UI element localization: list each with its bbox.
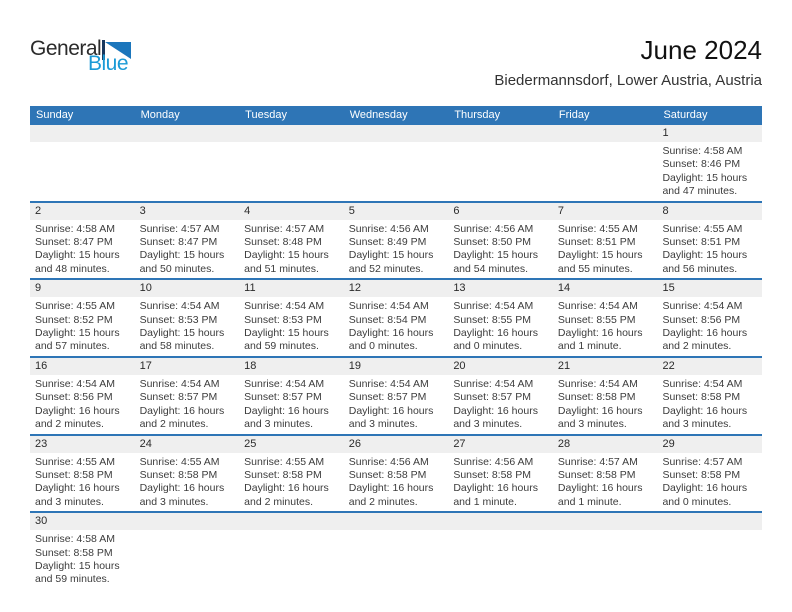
day-detail-line: Sunset: 8:57 PM xyxy=(453,391,531,404)
day-detail-line: Daylight: 16 hours xyxy=(662,404,748,417)
day-detail-line: Daylight: 16 hours xyxy=(139,404,225,417)
day-details xyxy=(344,220,449,279)
day-detail-line: Sunset: 8:58 PM xyxy=(662,391,741,404)
day-details xyxy=(553,297,658,356)
day-details xyxy=(239,453,344,512)
day-detail-line: and 0 minutes. xyxy=(662,495,732,508)
day-number: 13 xyxy=(448,280,553,297)
day-detail-line: Sunset: 8:58 PM xyxy=(139,468,218,481)
day-detail-line: Sunrise: 4:58 AM xyxy=(35,533,115,546)
day-detail-line: and 52 minutes. xyxy=(348,262,424,275)
day-detail-line: and 50 minutes. xyxy=(139,262,215,275)
day-detail-line: Sunset: 8:55 PM xyxy=(557,313,636,326)
day-details xyxy=(30,453,135,512)
day-detail-line: Daylight: 15 hours xyxy=(662,249,748,262)
day-detail-line: Daylight: 16 hours xyxy=(35,404,120,417)
day-detail-line: Sunset: 8:52 PM xyxy=(35,313,113,326)
day-details xyxy=(239,142,344,147)
day-detail-line: Sunset: 8:58 PM xyxy=(557,391,636,404)
day-cell xyxy=(135,203,240,279)
empty-day-cell xyxy=(344,513,449,589)
day-number: 29 xyxy=(657,436,762,453)
day-detail-line: and 55 minutes. xyxy=(557,262,633,275)
empty-day-cell xyxy=(135,125,240,201)
day-detail-line: Sunrise: 4:56 AM xyxy=(348,455,429,468)
day-detail-line: Sunrise: 4:54 AM xyxy=(453,300,534,313)
day-detail-line: Sunrise: 4:57 AM xyxy=(557,455,638,468)
day-number: 30 xyxy=(30,513,135,530)
day-number: 20 xyxy=(448,358,553,375)
day-details xyxy=(30,530,135,589)
day-detail-line: Sunrise: 4:54 AM xyxy=(557,377,638,390)
day-detail-line: Sunset: 8:53 PM xyxy=(139,313,218,326)
day-details xyxy=(344,530,449,535)
day-cell xyxy=(657,125,762,201)
day-detail-line: and 3 minutes. xyxy=(453,418,523,431)
day-detail-line: Sunset: 8:57 PM xyxy=(244,391,322,404)
day-number: 5 xyxy=(344,203,449,220)
day-details xyxy=(30,375,135,434)
day-cell xyxy=(448,358,553,434)
week-row xyxy=(30,203,762,281)
day-detail-line: and 2 minutes. xyxy=(348,495,418,508)
day-number xyxy=(239,125,344,142)
day-detail-line: Daylight: 15 hours xyxy=(35,249,120,262)
day-number: 24 xyxy=(135,436,240,453)
day-cell xyxy=(135,358,240,434)
day-details xyxy=(344,375,449,434)
day-detail-line: Daylight: 15 hours xyxy=(35,327,120,340)
day-detail-line: and 57 minutes. xyxy=(35,340,110,353)
day-detail-line: Sunrise: 4:57 AM xyxy=(244,222,325,235)
day-details xyxy=(135,375,240,434)
day-details xyxy=(553,142,658,147)
day-cell xyxy=(30,436,135,512)
day-detail-line: Daylight: 16 hours xyxy=(35,482,120,495)
day-detail-line: and 2 minutes. xyxy=(244,495,314,508)
day-detail-line: Sunrise: 4:55 AM xyxy=(35,455,115,468)
day-detail-line: Sunset: 8:58 PM xyxy=(348,468,427,481)
day-details xyxy=(657,453,762,512)
day-detail-line: Sunset: 8:55 PM xyxy=(453,313,531,326)
day-number xyxy=(30,125,135,142)
day-detail-line: Sunset: 8:58 PM xyxy=(244,468,322,481)
day-cell xyxy=(30,513,135,589)
day-number: 15 xyxy=(657,280,762,297)
day-number: 3 xyxy=(135,203,240,220)
day-details xyxy=(553,530,658,535)
day-detail-line: and 59 minutes. xyxy=(35,573,110,586)
day-details xyxy=(135,297,240,356)
day-cell xyxy=(657,358,762,434)
day-number: 1 xyxy=(657,125,762,142)
weekday-label: Wednesday xyxy=(349,109,408,121)
day-detail-line: Daylight: 15 hours xyxy=(557,249,643,262)
week-row xyxy=(30,436,762,514)
day-cell xyxy=(239,203,344,279)
day-detail-line: and 2 minutes. xyxy=(35,418,104,431)
day-detail-line: Daylight: 16 hours xyxy=(348,404,434,417)
day-number xyxy=(239,513,344,530)
day-cell xyxy=(657,436,762,512)
calendar-grid xyxy=(30,125,762,589)
day-detail-line: and 47 minutes. xyxy=(662,185,738,198)
day-detail-line: Sunrise: 4:57 AM xyxy=(139,222,220,235)
day-detail-line: Sunrise: 4:55 AM xyxy=(662,222,743,235)
day-number xyxy=(135,513,240,530)
day-cell xyxy=(239,358,344,434)
logo-text-blue: Blue xyxy=(87,52,128,75)
page-subtitle: Biedermannsdorf, Lower Austria, Austria xyxy=(494,72,762,89)
empty-day-cell xyxy=(448,125,553,201)
day-details xyxy=(553,375,658,434)
day-details xyxy=(135,220,240,279)
day-detail-line: Sunset: 8:56 PM xyxy=(662,313,741,326)
day-details xyxy=(135,530,240,535)
day-detail-line: Sunrise: 4:54 AM xyxy=(244,300,325,313)
day-details xyxy=(553,453,658,512)
day-detail-line: and 59 minutes. xyxy=(244,340,319,353)
day-detail-line: and 48 minutes. xyxy=(35,262,110,275)
day-details xyxy=(30,142,135,147)
day-detail-line: Daylight: 15 hours xyxy=(453,249,538,262)
day-cell xyxy=(344,280,449,356)
day-detail-line: Sunrise: 4:54 AM xyxy=(139,377,220,390)
day-detail-line: Sunrise: 4:58 AM xyxy=(662,145,743,157)
day-detail-line: Sunrise: 4:54 AM xyxy=(348,377,429,390)
day-number: 25 xyxy=(239,436,344,453)
day-detail-line: Daylight: 15 hours xyxy=(139,327,225,340)
day-detail-line: Daylight: 16 hours xyxy=(453,482,538,495)
day-cell xyxy=(553,280,658,356)
empty-day-cell xyxy=(239,513,344,589)
day-detail-line: Sunset: 8:57 PM xyxy=(348,391,427,404)
day-number xyxy=(344,513,449,530)
empty-day-cell xyxy=(553,125,658,201)
day-cell xyxy=(657,280,762,356)
day-detail-line: Sunrise: 4:55 AM xyxy=(557,222,638,235)
day-number: 19 xyxy=(344,358,449,375)
day-cell xyxy=(657,203,762,279)
day-number: 9 xyxy=(30,280,135,297)
day-number xyxy=(135,125,240,142)
day-detail-line: and 58 minutes. xyxy=(139,340,215,353)
day-detail-line: and 56 minutes. xyxy=(662,262,738,275)
day-details xyxy=(344,453,449,512)
day-number: 28 xyxy=(553,436,658,453)
day-detail-line: and 3 minutes. xyxy=(557,418,627,431)
day-details xyxy=(448,297,553,356)
day-detail-line: Sunrise: 4:54 AM xyxy=(348,300,429,313)
day-details xyxy=(657,142,762,201)
day-detail-line: Sunset: 8:53 PM xyxy=(244,313,322,326)
day-detail-line: Sunrise: 4:54 AM xyxy=(662,300,743,313)
day-detail-line: Daylight: 15 hours xyxy=(35,559,120,572)
day-cell xyxy=(239,436,344,512)
day-cell xyxy=(344,203,449,279)
page-title: June 2024 xyxy=(640,35,762,65)
day-detail-line: Sunrise: 4:54 AM xyxy=(244,377,325,390)
day-detail-line: Sunrise: 4:55 AM xyxy=(244,455,325,468)
day-detail-line: Daylight: 16 hours xyxy=(662,482,748,495)
title-block xyxy=(494,36,762,89)
day-details xyxy=(448,375,553,434)
day-details xyxy=(239,297,344,356)
day-details xyxy=(30,220,135,279)
day-cell xyxy=(553,436,658,512)
empty-day-cell xyxy=(135,513,240,589)
day-number: 6 xyxy=(448,203,553,220)
day-detail-line: and 0 minutes. xyxy=(348,340,418,353)
day-detail-line: Sunset: 8:56 PM xyxy=(35,391,113,404)
day-cell xyxy=(448,203,553,279)
day-detail-line: and 3 minutes. xyxy=(348,418,418,431)
page-header xyxy=(30,0,762,106)
week-row xyxy=(30,280,762,358)
day-number xyxy=(657,513,762,530)
day-cell xyxy=(30,280,135,356)
day-number: 7 xyxy=(553,203,658,220)
empty-day-cell xyxy=(448,513,553,589)
day-details xyxy=(657,297,762,356)
empty-day-cell xyxy=(30,125,135,201)
day-detail-line: Sunset: 8:47 PM xyxy=(35,236,113,249)
day-detail-line: Sunset: 8:58 PM xyxy=(35,468,113,481)
day-cell xyxy=(344,358,449,434)
empty-day-cell xyxy=(657,513,762,589)
day-detail-line: Sunset: 8:48 PM xyxy=(244,236,322,249)
day-cell xyxy=(344,436,449,512)
day-detail-line: Daylight: 16 hours xyxy=(139,482,225,495)
day-detail-line: Daylight: 16 hours xyxy=(557,482,643,495)
day-detail-line: Daylight: 15 hours xyxy=(139,249,225,262)
day-detail-line: Sunrise: 4:54 AM xyxy=(557,300,638,313)
day-detail-line: Sunrise: 4:55 AM xyxy=(35,300,115,313)
day-detail-line: Sunset: 8:57 PM xyxy=(139,391,218,404)
day-number xyxy=(448,125,553,142)
weekday-label: Sunday xyxy=(36,109,74,121)
day-detail-line: Sunrise: 4:56 AM xyxy=(453,455,534,468)
day-details xyxy=(135,453,240,512)
day-number: 22 xyxy=(657,358,762,375)
empty-day-cell xyxy=(239,125,344,201)
week-row xyxy=(30,125,762,203)
day-details xyxy=(239,220,344,279)
day-detail-line: Daylight: 16 hours xyxy=(348,482,434,495)
day-detail-line: Sunrise: 4:57 AM xyxy=(662,455,743,468)
day-number xyxy=(448,513,553,530)
day-detail-line: Sunset: 8:51 PM xyxy=(662,236,741,249)
day-detail-line: Sunset: 8:47 PM xyxy=(139,236,218,249)
day-number: 2 xyxy=(30,203,135,220)
day-detail-line: and 3 minutes. xyxy=(139,495,209,508)
day-details xyxy=(135,142,240,147)
day-detail-line: and 3 minutes. xyxy=(244,418,314,431)
day-cell xyxy=(448,280,553,356)
day-detail-line: and 51 minutes. xyxy=(244,262,319,275)
day-details xyxy=(657,375,762,434)
day-number xyxy=(553,513,658,530)
day-detail-line: Sunrise: 4:58 AM xyxy=(35,222,115,235)
day-cell xyxy=(30,203,135,279)
day-number: 8 xyxy=(657,203,762,220)
empty-day-cell xyxy=(344,125,449,201)
logo-text-general: General xyxy=(30,37,102,60)
day-cell xyxy=(553,358,658,434)
day-number: 17 xyxy=(135,358,240,375)
day-detail-line: Sunset: 8:58 PM xyxy=(557,468,636,481)
weekday-label: Saturday xyxy=(663,109,708,121)
day-detail-line: Sunrise: 4:54 AM xyxy=(453,377,534,390)
day-detail-line: Sunrise: 4:56 AM xyxy=(348,222,429,235)
day-detail-line: Sunrise: 4:55 AM xyxy=(139,455,220,468)
day-number: 18 xyxy=(239,358,344,375)
day-detail-line: and 2 minutes. xyxy=(139,418,209,431)
day-details xyxy=(344,297,449,356)
day-detail-line: Sunset: 8:58 PM xyxy=(35,546,113,559)
day-details xyxy=(448,453,553,512)
day-cell xyxy=(135,280,240,356)
day-number: 27 xyxy=(448,436,553,453)
day-detail-line: Sunset: 8:51 PM xyxy=(557,236,636,249)
day-number: 12 xyxy=(344,280,449,297)
day-detail-line: and 3 minutes. xyxy=(662,418,732,431)
day-detail-line: Sunset: 8:50 PM xyxy=(453,236,531,249)
day-detail-line: and 1 minute. xyxy=(453,495,517,508)
day-detail-line: and 0 minutes. xyxy=(453,340,523,353)
day-details xyxy=(239,375,344,434)
day-number: 4 xyxy=(239,203,344,220)
day-detail-line: Sunset: 8:58 PM xyxy=(453,468,531,481)
day-detail-line: and 1 minute. xyxy=(557,495,622,508)
day-details xyxy=(448,530,553,535)
day-number: 11 xyxy=(239,280,344,297)
day-details xyxy=(344,142,449,147)
day-detail-line: and 54 minutes. xyxy=(453,262,529,275)
day-details xyxy=(448,142,553,147)
day-details xyxy=(448,220,553,279)
day-detail-line: Sunset: 8:54 PM xyxy=(348,313,427,326)
day-detail-line: Sunrise: 4:54 AM xyxy=(662,377,743,390)
empty-day-cell xyxy=(553,513,658,589)
weekday-label: Tuesday xyxy=(245,109,287,121)
day-detail-line: Sunrise: 4:56 AM xyxy=(453,222,534,235)
day-cell xyxy=(135,436,240,512)
day-detail-line: Daylight: 16 hours xyxy=(453,327,538,340)
day-detail-line: and 1 minute. xyxy=(557,340,622,353)
general-blue-logo xyxy=(30,38,142,76)
day-number: 21 xyxy=(553,358,658,375)
day-detail-line: Sunrise: 4:54 AM xyxy=(139,300,220,313)
day-detail-line: Sunset: 8:49 PM xyxy=(348,236,427,249)
day-details xyxy=(657,530,762,535)
day-detail-line: Daylight: 16 hours xyxy=(557,327,643,340)
weekday-header-row xyxy=(30,106,762,125)
day-details xyxy=(239,530,344,535)
week-row xyxy=(30,358,762,436)
day-number: 23 xyxy=(30,436,135,453)
day-detail-line: Daylight: 16 hours xyxy=(557,404,643,417)
day-details xyxy=(657,220,762,279)
weekday-label: Thursday xyxy=(454,109,501,121)
day-detail-line: Daylight: 16 hours xyxy=(662,327,748,340)
day-number: 10 xyxy=(135,280,240,297)
day-detail-line: Daylight: 16 hours xyxy=(348,327,434,340)
day-detail-line: Sunset: 8:46 PM xyxy=(662,158,741,171)
day-details xyxy=(30,297,135,356)
day-detail-line: Daylight: 16 hours xyxy=(244,482,329,495)
week-row xyxy=(30,513,762,589)
day-number: 26 xyxy=(344,436,449,453)
day-number xyxy=(553,125,658,142)
day-detail-line: Daylight: 15 hours xyxy=(244,249,329,262)
day-detail-line: Daylight: 15 hours xyxy=(662,171,748,184)
weekday-label: Monday xyxy=(140,109,180,121)
day-detail-line: Daylight: 16 hours xyxy=(244,404,329,417)
day-cell xyxy=(553,203,658,279)
day-detail-line: and 3 minutes. xyxy=(35,495,104,508)
day-number: 14 xyxy=(553,280,658,297)
weekday-label: Friday xyxy=(558,109,590,121)
day-detail-line: Sunset: 8:58 PM xyxy=(662,468,741,481)
day-detail-line: Sunrise: 4:54 AM xyxy=(35,377,115,390)
day-detail-line: Daylight: 16 hours xyxy=(453,404,538,417)
day-number xyxy=(344,125,449,142)
day-details xyxy=(553,220,658,279)
day-cell xyxy=(239,280,344,356)
day-number: 16 xyxy=(30,358,135,375)
day-detail-line: and 2 minutes. xyxy=(662,340,732,353)
day-detail-line: Daylight: 15 hours xyxy=(244,327,329,340)
day-cell xyxy=(30,358,135,434)
day-detail-line: Daylight: 15 hours xyxy=(348,249,434,262)
day-cell xyxy=(448,436,553,512)
